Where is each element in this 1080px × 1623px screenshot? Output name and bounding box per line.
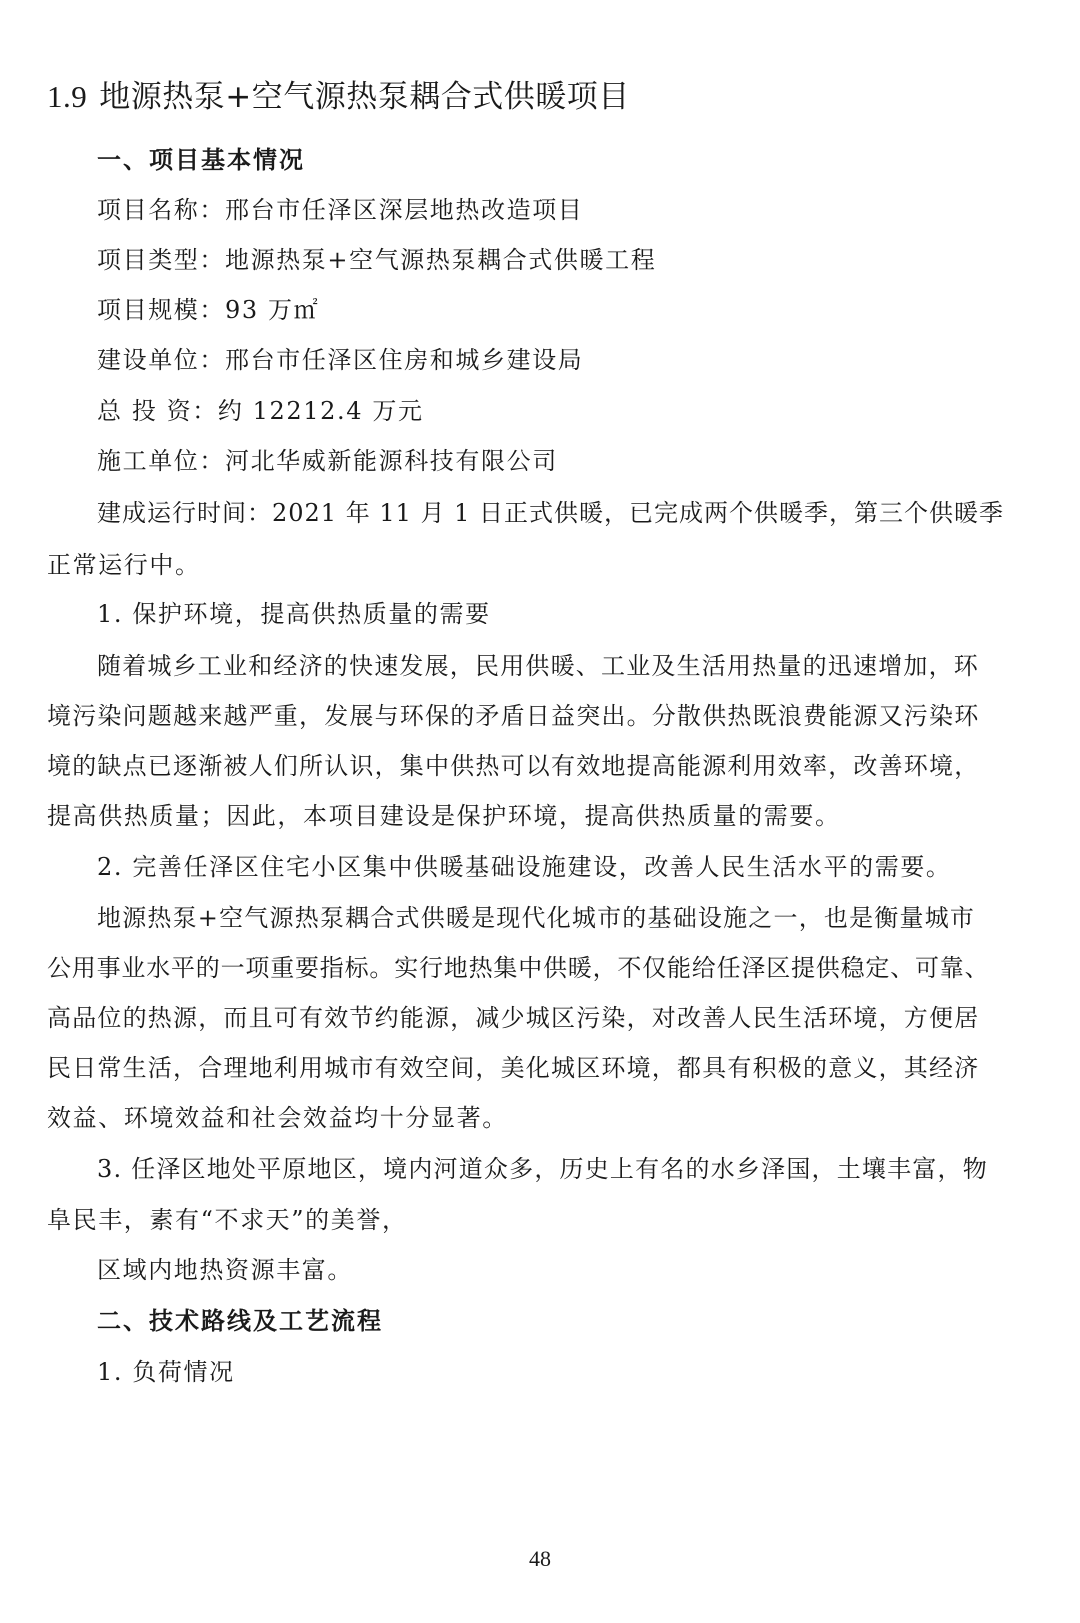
project-contractor-line: 施工单位：河北华威新能源科技有限公司 xyxy=(97,447,558,475)
item2-paragraph-line: 民日常生活，合理地利用城市有效空间，美化城区环境，都具有积极的意义，其经济 xyxy=(47,1054,980,1082)
project-name-line: 项目名称：邢台市任泽区深层地热改造项目 xyxy=(97,196,584,224)
project-type-line: 项目类型：地源热泵+空气源热泵耦合式供暖工程 xyxy=(97,246,657,274)
item1-paragraph-line: 境污染问题越来越严重，发展与环保的矛盾日益突出。分散供热既浪费能源又污染环 xyxy=(47,702,980,730)
title-text: 地源热泵+空气源热泵耦合式供暖项目 xyxy=(99,79,630,115)
item2-paragraph-line: 公用事业水平的一项重要指标。实行地热集中供暖，不仅能给任泽区提供稳定、可靠、 xyxy=(47,954,990,982)
section-heading-technical-route: 二、技术路线及工艺流程 xyxy=(97,1307,383,1335)
operation-time-line-continued: 正常运行中。 xyxy=(47,551,201,579)
item1-paragraph-line: 随着城乡工业和经济的快速发展，民用供暖、工业及生活用热量的迅速增加，环 xyxy=(97,652,979,680)
item2-paragraph-line: 地源热泵+空气源热泵耦合式供暖是现代化城市的基础设施之一，也是衡量城市 xyxy=(97,904,976,932)
page-number: 48 xyxy=(529,1546,551,1571)
item2-paragraph-line: 效益、环境效益和社会效益均十分显著。 xyxy=(47,1104,508,1132)
item1-paragraph-line: 境的缺点已逐渐被人们所认识，集中供热可以有效地提高能源利用效率，改善环境， xyxy=(47,752,980,780)
item2-heading: 2. 完善任泽区住宅小区集中供暖基础设施建设，改善人民生活水平的需要。 xyxy=(97,853,952,881)
project-scale-line: 项目规模：93 万㎡ xyxy=(97,296,320,324)
item1-paragraph-line: 提高供热质量；因此，本项目建设是保护环境，提高供热质量的需要。 xyxy=(47,802,841,830)
item3-line: 区域内地热资源丰富。 xyxy=(97,1256,353,1284)
load-heading: 1. 负荷情况 xyxy=(97,1358,235,1386)
item1-heading: 1. 保护环境，提高供热质量的需要 xyxy=(97,600,491,628)
item2-paragraph-line: 高品位的热源，而且可有效节约能源，减少城区污染，对改善人民生活环境，方便居 xyxy=(47,1004,980,1032)
project-owner-line: 建设单位：邢台市任泽区住房和城乡建设局 xyxy=(97,346,584,374)
item3-line: 阜民丰，素有“不求天”的美誉， xyxy=(47,1206,408,1234)
title-number: 1.9 xyxy=(47,79,88,114)
project-investment-line: 总 投 资：约 12212.4 万元 xyxy=(97,397,424,425)
item3-line: 3. 任泽区地处平原地区，境内河道众多，历史上有名的水乡泽国，土壤丰富，物 xyxy=(97,1155,988,1183)
operation-time-line: 建成运行时间：2021 年 11 月 1 日正式供暖，已完成两个供暖季，第三个供暖季 xyxy=(97,499,1005,527)
document-title xyxy=(47,76,630,118)
section-heading-basic-info: 一、项目基本情况 xyxy=(97,146,305,174)
